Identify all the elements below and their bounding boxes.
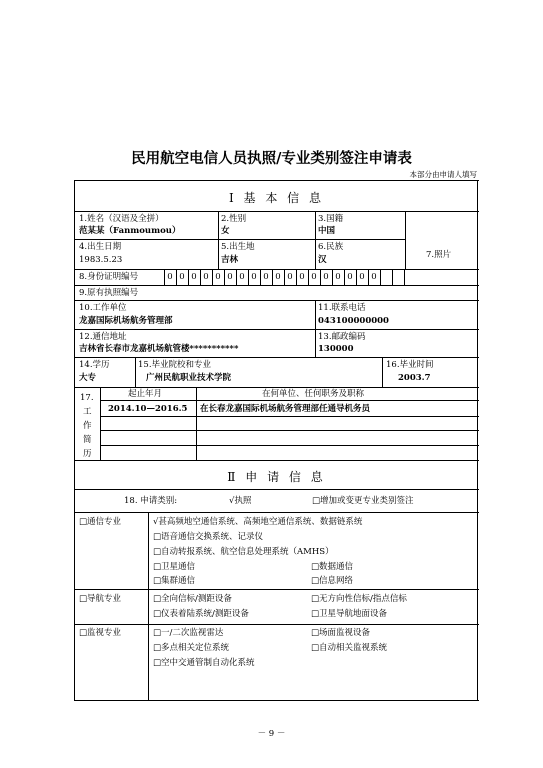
gradtime-label: 16.毕业时间 <box>386 360 434 370</box>
work-side-char: 历 <box>83 449 92 459</box>
birth-value[interactable]: 1983.5.23 <box>79 255 123 265</box>
id-digit[interactable]: 0 <box>227 272 233 282</box>
section-apply-info: Ⅱ 申 请 信 息 <box>227 470 326 484</box>
sur-option-mlat[interactable]: □多点相关定位系统 <box>153 643 230 653</box>
fill-note: 本部分由申请人填写 <box>409 170 477 179</box>
sur-specialty-checkbox[interactable]: □监视专业 <box>79 628 122 638</box>
nav-option-ils[interactable]: □仪表着陆系统/测距设备 <box>153 609 249 619</box>
id-digit[interactable]: 0 <box>239 272 245 282</box>
ethnicity-label: 6.民族 <box>318 242 344 252</box>
name-label: 1.姓名（汉语及全拼） <box>79 214 164 224</box>
id-digit[interactable]: 0 <box>251 272 257 282</box>
form-frame <box>74 180 478 700</box>
sur-option-radar[interactable]: □一/二次监视雷达 <box>153 628 224 638</box>
apply-license-checkbox[interactable]: √执照 <box>229 496 252 506</box>
section-basic-info: Ⅰ 基 本 信 息 <box>229 191 324 205</box>
sur-option-atc-automation[interactable]: □空中交通管制自动化系统 <box>153 658 255 668</box>
phone-label: 11.联系电话 <box>318 303 366 313</box>
address-value[interactable]: 吉林省长春市龙嘉机场航管楼*********** <box>79 344 239 354</box>
work-side-char: 简 <box>83 435 92 445</box>
apply-endorsement-checkbox[interactable]: □增加或变更专业类别签注 <box>312 496 414 506</box>
postcode-value[interactable]: 130000 <box>318 344 354 354</box>
id-digit[interactable]: 0 <box>311 272 317 282</box>
nav-option-ndb[interactable]: □无方向性信标/指点信标 <box>311 594 407 604</box>
id-digit[interactable]: 0 <box>179 272 185 282</box>
comm-specialty-checkbox[interactable]: □通信专业 <box>79 517 122 527</box>
work-number: 17. <box>80 393 94 403</box>
nationality-value[interactable]: 中国 <box>318 226 336 236</box>
id-digit[interactable]: 0 <box>287 272 293 282</box>
comm-option-trunk[interactable]: □集群通信 <box>153 576 196 586</box>
work-period-header: 起止年月 <box>128 389 163 399</box>
form-title: 民用航空电信人员执照/专业类别签注申请表 <box>131 150 412 167</box>
comm-option-satellite[interactable]: □卫星通信 <box>153 562 196 572</box>
postcode-label: 13.邮政编码 <box>318 332 366 342</box>
comm-option-data[interactable]: □数据通信 <box>311 562 354 572</box>
work-side-char: 工 <box>83 407 92 417</box>
name-value[interactable]: 范某某（Fanmoumou） <box>79 226 181 236</box>
work-period-value[interactable]: 2014.10—2016.5 <box>108 404 188 414</box>
employer-label: 10.工作单位 <box>79 303 127 313</box>
education-label: 14.学历 <box>79 360 110 370</box>
id-digit[interactable]: 0 <box>323 272 329 282</box>
work-detail-header: 在何单位、任何职务及职称 <box>262 389 365 399</box>
license-label: 9.原有执照编号 <box>79 288 139 298</box>
comm-option-amhs[interactable]: □自动转报系统、航空信息处理系统（AMHS） <box>153 547 334 557</box>
birthplace-label: 5.出生地 <box>221 242 255 252</box>
id-digit[interactable]: 0 <box>215 272 221 282</box>
id-digit[interactable]: 0 <box>359 272 365 282</box>
birthplace-value[interactable]: 吉林 <box>221 255 239 265</box>
nav-specialty-checkbox[interactable]: □导航专业 <box>79 594 122 604</box>
id-digit[interactable]: 0 <box>167 272 173 282</box>
id-digit[interactable]: 0 <box>275 272 281 282</box>
id-digit[interactable]: 0 <box>371 272 377 282</box>
nationality-label: 3.国籍 <box>318 214 344 224</box>
nav-option-gnss[interactable]: □卫星导航地面设备 <box>311 609 388 619</box>
phone-value[interactable]: 043100000000 <box>318 316 389 326</box>
comm-option-vhf[interactable]: √甚高频地空通信系统、高频地空通信系统、数据链系统 <box>153 517 363 527</box>
work-detail-value[interactable]: 在长春龙嘉国际机场航务管理部任通导机务员 <box>200 404 371 414</box>
birth-label: 4.出生日期 <box>79 242 122 252</box>
employer-value[interactable]: 龙嘉国际机场航务管理部 <box>79 316 173 326</box>
gender-label: 2.性别 <box>221 214 247 224</box>
id-label: 8.身份证明编号 <box>79 272 139 282</box>
id-digit[interactable]: 0 <box>347 272 353 282</box>
comm-option-voice[interactable]: □语音通信交换系统、记录仪 <box>153 532 264 542</box>
apply-category-label: 18. 申请类别: <box>124 496 178 506</box>
nav-option-vor[interactable]: □全向信标/测距设备 <box>153 594 232 604</box>
sur-option-ads[interactable]: □自动相关监视系统 <box>311 643 388 653</box>
sur-option-surface[interactable]: □场面监视设备 <box>311 628 371 638</box>
id-digit[interactable]: 0 <box>203 272 209 282</box>
id-digit[interactable]: 0 <box>299 272 305 282</box>
school-label: 15.毕业院校和专业 <box>138 360 212 370</box>
education-value[interactable]: 大专 <box>79 373 97 383</box>
id-digit[interactable]: 0 <box>335 272 341 282</box>
id-digit[interactable]: 0 <box>263 272 269 282</box>
gender-value[interactable]: 女 <box>221 226 230 236</box>
ethnicity-value[interactable]: 汉 <box>318 255 327 265</box>
gradtime-value[interactable]: 2003.7 <box>398 373 431 383</box>
page-number: － 9 － <box>257 729 286 739</box>
comm-option-network[interactable]: □信息网络 <box>311 576 354 586</box>
id-digit[interactable]: 0 <box>191 272 197 282</box>
photo-label: 7.照片 <box>426 250 452 260</box>
school-value[interactable]: 广州民航职业技术学院 <box>146 373 232 383</box>
address-label: 12.通信地址 <box>79 332 127 342</box>
work-side-char: 作 <box>83 421 92 431</box>
